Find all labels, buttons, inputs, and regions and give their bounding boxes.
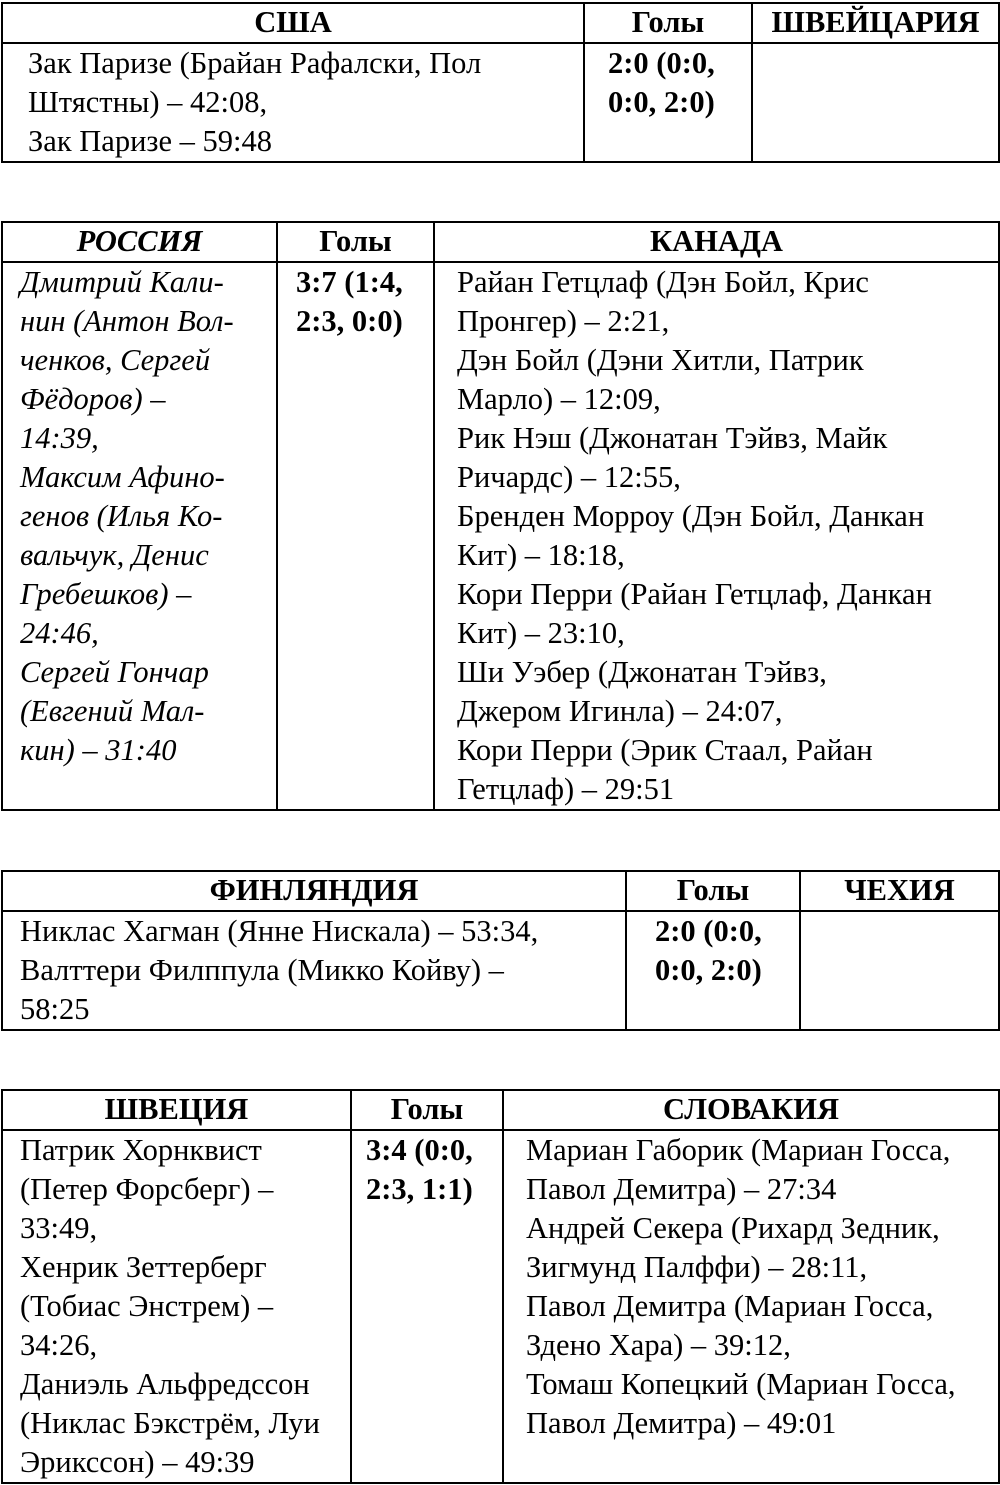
goals-header: Голы: [277, 222, 434, 262]
scorer-line: Патрик Хорнквист: [20, 1133, 262, 1167]
team-right-header: СЛОВАКИЯ: [503, 1090, 999, 1130]
scorer-line: Кори Перри (Эрик Стаал, Райан: [457, 733, 873, 767]
table-header-row: [2, 3, 999, 43]
goals-header: Голы: [626, 871, 800, 911]
match-table-usa-switzerland: [1, 2, 1000, 163]
scorer-line: Валттери Филппула (Микко Койву) –: [20, 953, 504, 987]
scorer-line: Бренден Морроу (Дэн Бойл, Данкан: [457, 499, 925, 533]
score-line: 2:3, 0:0): [296, 304, 403, 338]
score-line: 3:4 (0:0,: [366, 1133, 473, 1167]
match-table-finland-czechia: [1, 870, 1000, 1031]
scorer-line: Ричардс) – 12:55,: [457, 460, 681, 494]
scorer-line: 14:39,: [20, 421, 99, 455]
scorer-line: генов (Илья Ко-: [20, 499, 223, 533]
scorer-line: Фёдоров) –: [20, 382, 166, 416]
scorer-line: Андрей Секера (Рихард Зедник,: [526, 1211, 940, 1245]
scorer-line: Максим Афино-: [20, 460, 225, 494]
team-right-scorers: [752, 43, 999, 162]
table-header-row: [2, 222, 999, 262]
scorer-line: Кит) – 23:10,: [457, 616, 625, 650]
scorer-line: 24:46,: [20, 616, 99, 650]
scorer-line: Рик Нэш (Джонатан Тэйвз, Майк: [457, 421, 888, 455]
team-left-header: США: [2, 3, 584, 43]
scorer-line: Гетцлаф) – 29:51: [457, 772, 675, 806]
scorer-line: Дмитрий Кали-: [20, 265, 224, 299]
scorer-line: (Петер Форсберг) –: [20, 1172, 274, 1206]
score-cell: [584, 43, 752, 162]
scorer-line: Марло) – 12:09,: [457, 382, 661, 416]
scorer-line: Павол Демитра) – 49:01: [526, 1406, 837, 1440]
scorer-line: Штястны) – 42:08,: [28, 85, 268, 119]
scorer-line: 58:25: [20, 992, 90, 1026]
score-cell: [626, 911, 800, 1030]
score-line: 0:0, 2:0): [608, 85, 715, 119]
scorer-line: Павол Демитра) – 27:34: [526, 1172, 837, 1206]
scorer-line: Зак Паризе – 59:48: [28, 124, 272, 158]
scorer-line: вальчук, Денис: [20, 538, 209, 572]
score-line: 2:0 (0:0,: [655, 914, 762, 948]
scorer-line: Сергей Гончар: [20, 655, 209, 689]
team-right-scorers: [800, 911, 999, 1030]
scorer-line: Хенрик Зеттерберг: [20, 1250, 267, 1284]
scorer-line: Дэн Бойл (Дэни Хитли, Патрик: [457, 343, 864, 377]
table-row: [2, 262, 999, 810]
scorer-line: 34:26,: [20, 1328, 98, 1362]
table-row: [2, 1130, 999, 1483]
scorer-line: Гребешков) –: [20, 577, 192, 611]
scorer-line: нин (Антон Вол-: [20, 304, 234, 338]
table-row: [2, 911, 999, 1030]
scorer-line: Пронгер) – 2:21,: [457, 304, 670, 338]
scorer-line: Джером Игинла) – 24:07,: [457, 694, 783, 728]
team-left-header: РОССИЯ: [2, 222, 277, 262]
team-left-scorers: [2, 911, 626, 1030]
team-left-scorers: [2, 262, 277, 810]
score-line: 3:7 (1:4,: [296, 265, 403, 299]
score-cell: [351, 1130, 503, 1483]
scorer-line: Зак Паризе (Брайан Рафалски, Пол: [28, 46, 482, 80]
scorer-line: Эрикссон) – 49:39: [20, 1445, 255, 1479]
team-right-scorers: [503, 1130, 999, 1483]
team-right-header: КАНАДА: [434, 222, 999, 262]
score-line: 2:3, 1:1): [366, 1172, 473, 1206]
goals-header: Голы: [351, 1090, 503, 1130]
team-left-header: ФИНЛЯНДИЯ: [2, 871, 626, 911]
scorer-line: (Тобиас Энстрем) –: [20, 1289, 274, 1323]
team-right-header: ШВЕЙЦАРИЯ: [752, 3, 999, 43]
scorer-line: Никлас Хагман (Янне Нискала) – 53:34,: [20, 914, 539, 948]
scorer-line: Павол Демитра (Мариан Госса,: [526, 1289, 934, 1323]
scorer-line: Кори Перри (Райан Гетцлаф, Данкан: [457, 577, 932, 611]
scorer-line: (Евгений Мал-: [20, 694, 205, 728]
score-line: 2:0 (0:0,: [608, 46, 715, 80]
scorer-line: (Никлас Бэкстрём, Луи: [20, 1406, 320, 1440]
table-header-row: [2, 871, 999, 911]
team-left-header: ШВЕЦИЯ: [2, 1090, 351, 1130]
match-table-sweden-slovakia: [1, 1089, 1000, 1484]
scorer-line: ченков, Сергей: [20, 343, 211, 377]
score-line: 0:0, 2:0): [655, 953, 762, 987]
team-left-scorers: [2, 43, 584, 162]
scorer-line: Здено Хара) – 39:12,: [526, 1328, 791, 1362]
team-right-header: ЧЕХИЯ: [800, 871, 999, 911]
scorer-line: кин) – 31:40: [20, 733, 177, 767]
scorer-line: Кит) – 18:18,: [457, 538, 625, 572]
scorer-line: 33:49,: [20, 1211, 98, 1245]
scorer-line: Зигмунд Палффи) – 28:11,: [526, 1250, 868, 1284]
scorer-line: Райан Гетцлаф (Дэн Бойл, Крис: [457, 265, 869, 299]
table-header-row: [2, 1090, 999, 1130]
scorer-line: Томаш Копецкий (Мариан Госса,: [526, 1367, 956, 1401]
team-right-scorers: [434, 262, 999, 810]
match-table-russia-canada: [1, 221, 1000, 811]
team-left-scorers: [2, 1130, 351, 1483]
table-row: [2, 43, 999, 162]
scorer-line: Даниэль Альфредссон: [20, 1367, 310, 1401]
score-cell: [277, 262, 434, 810]
scorer-line: Ши Уэбер (Джонатан Тэйвз,: [457, 655, 827, 689]
goals-header: Голы: [584, 3, 752, 43]
scorer-line: Мариан Габорик (Мариан Госса,: [526, 1133, 951, 1167]
